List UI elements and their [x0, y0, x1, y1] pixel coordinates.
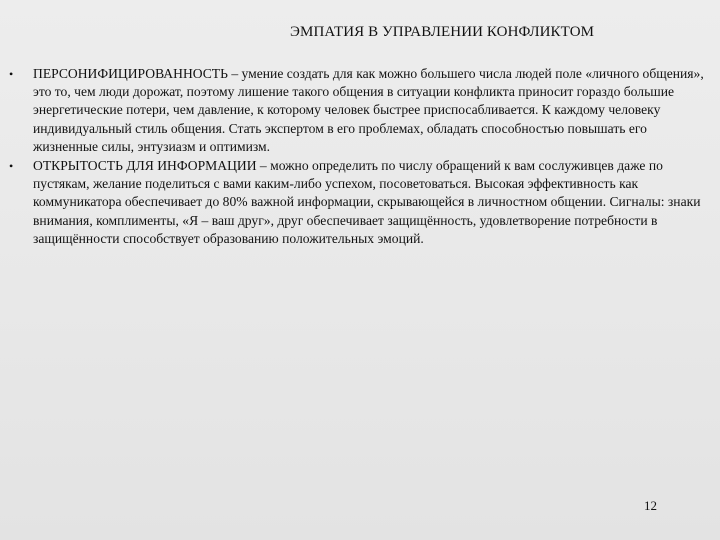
bullet-term: ПЕРСОНИФИЦИРОВАННОСТЬ — [33, 66, 228, 81]
bullet-icon: • — [9, 67, 14, 81]
bullet-paragraph — [33, 65, 713, 156]
bullet-text: – можно определить по числу обращений к вам сослуживцев даже по пустякам, желание поделиться с вами каким-либо успехом, посоветоваться. Высокая эффективность как коммуникатора обеспечивает до 80% важной информации, скрывающейся в личностном общении. Сигналы: знаки внимания, комплименты, «Я – ваш друг», друг обеспечивает защищённость, удовлетворение потребности в защищённости способствует образованию положительных эмоций. — [33, 158, 701, 246]
slide-title: ЭМПАТИЯ В УПРАВЛЕНИИ КОНФЛИКТОМ — [290, 24, 595, 40]
bullet-list — [0, 65, 720, 248]
bullet-openness — [0, 157, 713, 248]
bullet-personification — [0, 65, 713, 156]
bullet-term: ОТКРЫТОСТЬ ДЛЯ ИНФОРМАЦИИ — [33, 158, 257, 174]
bullet-icon: • — [9, 159, 14, 174]
page-number: 12 — [644, 498, 657, 513]
bullet-paragraph — [33, 157, 713, 248]
bullet-text: – умение создать для как можно большего числа людей поле «личного общения», это то, чем люди дорожат, поэтому лишение такого общения в ситуации конфликта приносит гораздо большие энергетические потери, чем давление, к которому человек быстрее приспосабливается. К каждому человеку индивидуальный стиль общения. Стать экспертом в его проблемах, обладать способностью повышать его жизненные силы, энтузиазм и оптимизм. — [33, 66, 704, 154]
